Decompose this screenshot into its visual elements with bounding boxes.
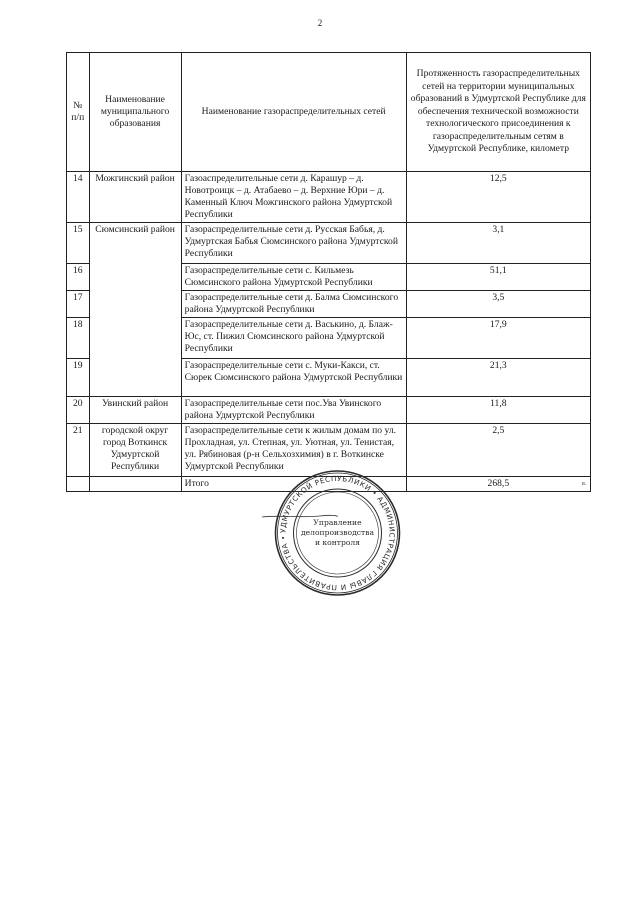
row-length: 12,5 xyxy=(406,172,590,223)
row-num: 19 xyxy=(67,359,90,397)
table-row xyxy=(67,397,591,424)
row-municipality: Увинский район xyxy=(89,397,181,424)
page-number: 2 xyxy=(317,18,323,28)
row-network: Газораспределительные сети д. Васькино, д. Блаж-Юс, ст. Пижил Сюмсинского района Удмуртской Республики xyxy=(181,318,406,359)
row-network: Газораспределительные сети пос.Ува Увинского района Удмуртской Республики xyxy=(181,397,406,424)
row-length: 21,3 xyxy=(406,359,590,397)
row-num: 15 xyxy=(67,223,90,264)
corner-mark: в. xyxy=(582,481,587,487)
total-num-empty xyxy=(67,477,90,492)
official-stamp xyxy=(270,468,405,598)
table-header-row xyxy=(67,53,591,172)
row-num: 17 xyxy=(67,291,90,318)
header-network: Наименование газораспределительных сетей xyxy=(181,53,406,172)
row-length: 2,5 xyxy=(406,424,590,477)
total-municipality-empty xyxy=(89,477,181,492)
row-length: 11,8 xyxy=(406,397,590,424)
row-num: 18 xyxy=(67,318,90,359)
row-municipality: Сюмсинский район xyxy=(89,223,181,397)
stamp-center-line-1: Управление xyxy=(313,518,362,527)
row-municipality: Можгинский район xyxy=(89,172,181,223)
table-row xyxy=(67,223,591,264)
stamp-center-line-2: делопроизводства xyxy=(300,528,375,537)
row-length: 51,1 xyxy=(406,264,590,291)
row-network: Газораспределительные сети д. Русская Бабья, д. Удмуртская Бабья Сюмсинского района Удмуртской Республики xyxy=(181,223,406,264)
gas-networks-table xyxy=(66,52,591,492)
signature-icon xyxy=(260,511,340,521)
row-length: 3,5 xyxy=(406,291,590,318)
header-municipality: Наименование муниципального образования xyxy=(89,53,181,172)
stamp-center-line-3: и контроля xyxy=(314,538,361,547)
total-value: 268,5 xyxy=(406,477,590,492)
row-length: 3,1 xyxy=(406,223,590,264)
stamp-seal-icon xyxy=(270,468,405,598)
row-municipality: городской округ город Воткинск Удмуртской Республики xyxy=(89,424,181,477)
row-num: 14 xyxy=(67,172,90,223)
stamp-ring-text: УДМУРТСКОЙ РЕСПУБЛИКИ • АДМИНИСТРАЦИЯ ГЛАВЫ И ПРАВИТЕЛЬСТВА • xyxy=(278,473,397,593)
signature-line xyxy=(260,508,340,518)
row-network: Газораспределительные сети д. Балма Сюмсинского района Удмуртской Республики xyxy=(181,291,406,318)
row-num: 21 xyxy=(67,424,90,477)
row-network: Газораспределительные сети с. Кильмезь Сюмсинского района Удмуртской Республики xyxy=(181,264,406,291)
header-length: Протяженность газораспределительных сетей на территории муниципальных образований в Удмуртской Республике для обеспечения технической возможности технологического присоединения к газораспределительным сетям в Удмуртской Республике, километр xyxy=(406,53,590,172)
row-network: Газораспределительные сети к жилым домам по ул. Прохладная, ул. Степная, ул. Уютная, ул. Тенистая, ул. Рябиновая (р-н Сельхозхимия) в г. Воткинске Удмуртской Республики xyxy=(181,424,406,477)
row-network: Газоаспределительные сети д. Карашур – д. Новотроицк – д. Атабаево – д. Верхние Юри – д. Каменный Ключ Можгинского района Удмуртской Республики xyxy=(181,172,406,223)
total-label: Итого xyxy=(181,477,406,492)
row-num: 20 xyxy=(67,397,90,424)
row-network: Газораспределительные сети с. Муки-Какси, ст. Сюрек Сюмсинского района Удмуртской Республики xyxy=(181,359,406,397)
row-num: 16 xyxy=(67,264,90,291)
header-num: № п/п xyxy=(67,53,90,172)
table-row xyxy=(67,172,591,223)
row-length: 17,9 xyxy=(406,318,590,359)
